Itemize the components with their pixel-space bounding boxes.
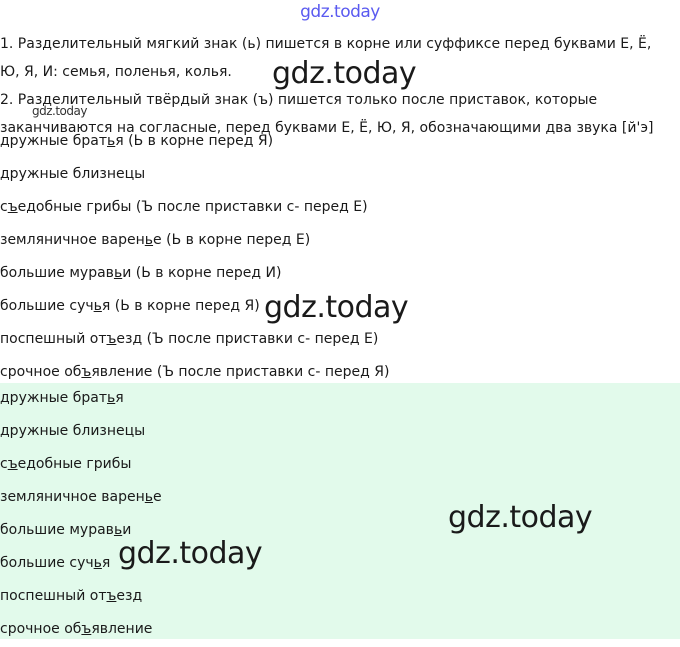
rule-2: 2. Разделительный твёрдый знак (ъ) пишется только после приставок, которые заканчиваются на согласные, перед буквами Е, Ё, Ю, Я, обозначающими два звука [й'э] (0, 92, 654, 136)
list-item: большие сучья (Ь в корне перед Я) (0, 298, 260, 314)
list-item: поспешный отъезд (Ъ после приставки с- перед Е) (0, 331, 379, 347)
list-item: большие муравьи (0, 522, 132, 538)
rule-1: 1. Разделительный мягкий знак (ь) пишется в корне или суффиксе перед буквами Е, Ё, Ю, Я, И: семья, поленья, колья. (0, 36, 652, 80)
watermark: gdz.today (118, 536, 263, 571)
watermark: gdz.today (272, 56, 417, 91)
list-item: дружные братья (0, 390, 124, 406)
list-item: срочное объявление (0, 621, 153, 637)
list-item: съедобные грибы (Ъ после приставки с- перед Е) (0, 199, 368, 215)
list-item: земляничное варенье (Ь в корне перед Е) (0, 232, 311, 248)
list-item: поспешный отъезд (0, 588, 143, 604)
watermark: gdz.today (32, 104, 87, 118)
list-item: срочное объявление (Ъ после приставки с- перед Я) (0, 364, 390, 380)
header-watermark: gdz.today (300, 2, 380, 22)
list-item: дружные близнецы (0, 166, 146, 182)
list-item: большие сучья (0, 555, 111, 571)
list-item: большие муравьи (Ь в корне перед И) (0, 265, 282, 281)
watermark: gdz.today (264, 290, 409, 325)
list-item: земляничное варенье (0, 489, 162, 505)
list-item: съедобные грибы (0, 456, 132, 472)
word-list-annotated (0, 126, 680, 390)
list-item: дружные близнецы (0, 423, 146, 439)
watermark: gdz.today (448, 500, 593, 535)
list-item: дружные братья (Ь в корне перед Я) (0, 133, 274, 149)
